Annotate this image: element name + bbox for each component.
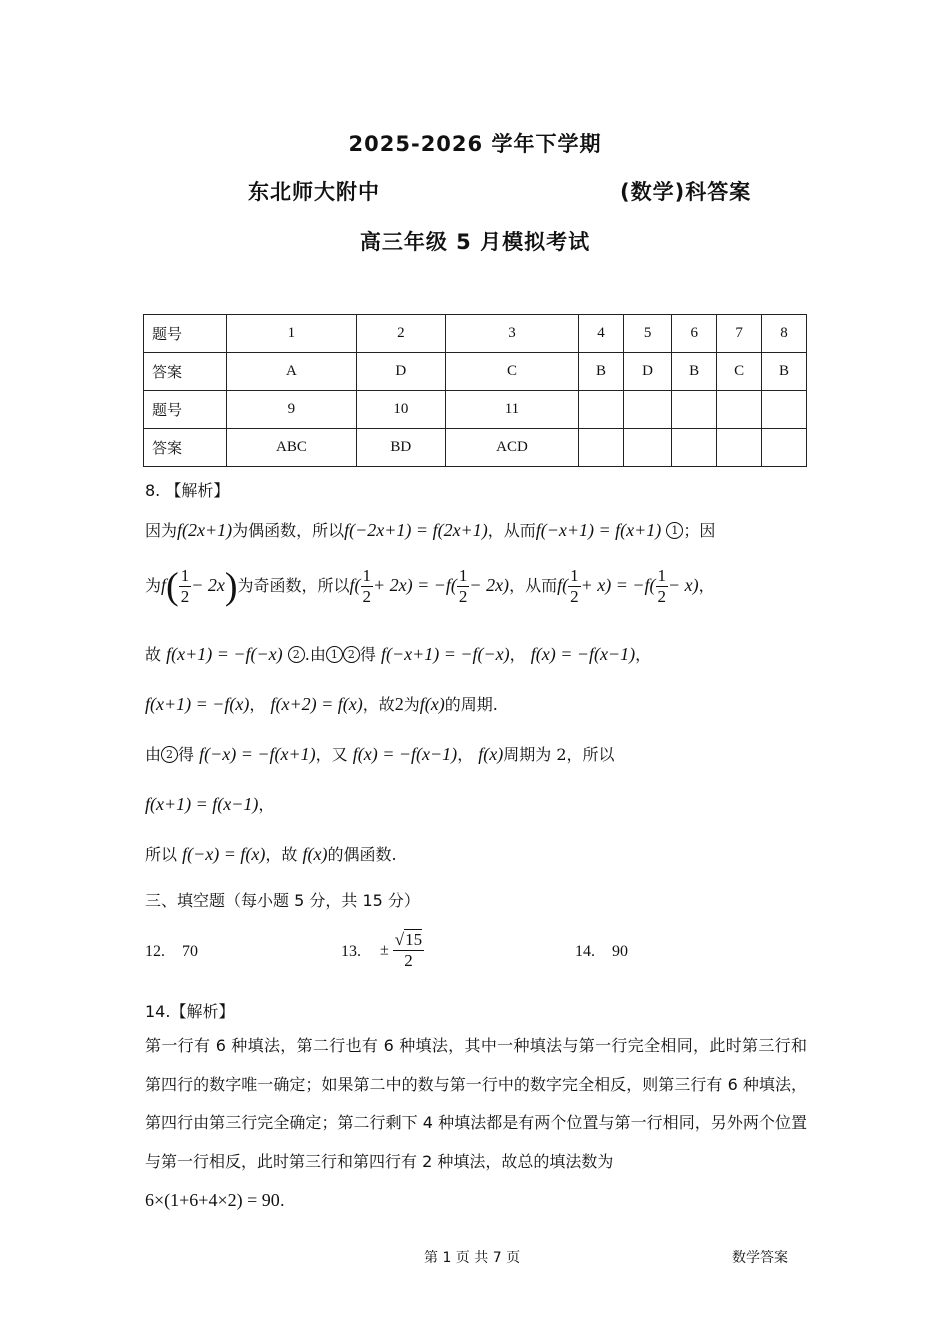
text: ，	[635, 645, 652, 664]
table-cell	[623, 429, 671, 467]
answer-table	[143, 314, 807, 467]
text: 得	[178, 745, 195, 764]
math: f(x+1) = −f(x)	[145, 694, 250, 714]
circled-number: 1	[666, 522, 683, 539]
fraction	[179, 566, 192, 607]
denominator: 2	[362, 587, 371, 606]
math: − 2x	[191, 575, 225, 595]
denominator: 2	[404, 951, 413, 970]
math: f(−x) = f(x)	[182, 844, 266, 864]
math: − x)	[668, 575, 699, 595]
text: .	[279, 1191, 285, 1210]
math: f(−x) = −f(x+1)	[199, 744, 316, 764]
table-row	[144, 353, 807, 391]
table-cell: ACD	[445, 429, 578, 467]
text: ，故	[265, 845, 298, 864]
fraction	[361, 566, 374, 607]
table-cell	[672, 391, 717, 429]
table-cell	[623, 391, 671, 429]
table-cell	[672, 429, 717, 467]
math: + x) = −f(	[580, 575, 656, 595]
table-cell: B	[672, 353, 717, 391]
text: 的周期.	[444, 695, 498, 714]
math: f(x+1) = f(x−1)	[145, 794, 259, 814]
denominator: 2	[570, 587, 579, 606]
math: f(	[349, 575, 361, 595]
table-cell	[717, 391, 762, 429]
table-cell	[579, 429, 624, 467]
table-cell: 3	[445, 315, 578, 353]
q12-answer: 70	[182, 943, 198, 960]
school-name: 东北师大附中	[248, 180, 380, 204]
math: + 2x) = −f(	[373, 575, 457, 595]
circled-number: 2	[343, 646, 360, 663]
math: f(	[557, 575, 569, 595]
table-cell: C	[717, 353, 762, 391]
text: 为偶函数，所以	[232, 521, 345, 540]
table-cell: 11	[445, 391, 578, 429]
table-cell: BD	[356, 429, 445, 467]
table-cell: B	[579, 353, 624, 391]
math: f	[161, 575, 167, 595]
table-cell: ABC	[227, 429, 357, 467]
q8-line-5	[145, 742, 615, 765]
circled-number: 1	[326, 646, 343, 663]
q14-answer: 90	[612, 943, 628, 960]
q14-body: 第一行有 6 种填法，第二行也有 6 种填法，其中一种填法与第一行完全相同，此时第三行和第四行的数字唯一确定；如果第二中的数与第一行中的数字完全相反，则第三行有 6 种填法，第四行由第三行完全确定；第二行剩下 4 种填法都是有两个位置与第一行相同，另外两个位置与第一行相反，此时第三行和第四行有 2 种填法，故总的填法数为	[145, 1036, 807, 1171]
text: ，故	[362, 695, 395, 714]
row-label: 答案	[144, 429, 227, 467]
math: f(−x+1) = −f(−x)	[380, 644, 510, 664]
table-cell: 9	[227, 391, 357, 429]
paren: (	[166, 565, 179, 608]
math: f(x)	[478, 744, 504, 764]
q14-formula	[145, 1190, 285, 1211]
math: f(2x+1)	[177, 520, 233, 540]
text: ，	[698, 576, 715, 595]
text: .由	[304, 645, 326, 664]
q8-line-1	[145, 518, 715, 541]
math: f(x)	[419, 694, 445, 714]
text: ，	[249, 695, 266, 714]
math: f(−2x+1) = f(2x+1)	[344, 520, 488, 540]
text: 所以	[145, 845, 178, 864]
text: 的偶函数.	[327, 845, 397, 864]
table-cell: 5	[623, 315, 671, 353]
table-row	[144, 315, 807, 353]
text: ，从而	[509, 576, 558, 595]
math: f(x) = −f(x−1)	[530, 644, 636, 664]
math: f(x) = −f(x−1)	[352, 744, 458, 764]
q8-line-7	[145, 842, 397, 865]
math: f(x+2) = f(x)	[270, 694, 363, 714]
fraction	[568, 566, 581, 607]
numerator: 1	[362, 566, 371, 585]
numerator: √15	[394, 930, 423, 949]
table-cell: 4	[579, 315, 624, 353]
q13-number: 13.	[341, 943, 361, 960]
numerator: 1	[180, 566, 190, 585]
text: 得	[359, 645, 376, 664]
math: 6×(1+6+4×2) = 90	[145, 1190, 280, 1210]
denominator: 2	[657, 587, 666, 606]
text: ；因	[683, 521, 716, 540]
text: 为	[145, 576, 162, 595]
fraction	[457, 566, 470, 607]
footer-subject: 数学答案	[732, 1250, 788, 1266]
math: f(x+1) = −f(−x)	[166, 644, 283, 664]
year-line: 2025-2026 学年下学期	[348, 132, 602, 156]
text: 为	[403, 695, 420, 714]
row-label: 答案	[144, 353, 227, 391]
text: ，又	[315, 745, 348, 764]
page-number: 第 1 页 共 7 页	[424, 1250, 521, 1266]
table-cell	[762, 391, 807, 429]
table-cell	[579, 391, 624, 429]
text: 因为	[145, 521, 178, 540]
subject-title: (数学)科答案	[620, 180, 752, 204]
numerator: 1	[657, 566, 666, 585]
circled-number: 2	[288, 646, 305, 663]
text: ，	[457, 745, 474, 764]
text: ，从而	[487, 521, 536, 540]
circled-number: 2	[161, 746, 178, 763]
table-cell: 1	[227, 315, 357, 353]
q8-heading: 8. 【解析】	[145, 481, 230, 500]
table-cell: 8	[762, 315, 807, 353]
row-label: 题号	[144, 315, 227, 353]
q8-line-2	[145, 566, 715, 607]
table-cell: 10	[356, 391, 445, 429]
numerator: 1	[570, 566, 579, 585]
table-cell: 6	[672, 315, 717, 353]
q14-number: 14.	[575, 943, 595, 960]
table-row	[144, 429, 807, 467]
denominator: 2	[180, 587, 190, 606]
plus-minus: ±	[380, 941, 389, 959]
text: ，	[509, 645, 526, 664]
paren: )	[224, 565, 238, 608]
q14-heading: 14.【解析】	[145, 1002, 235, 1021]
q8-line-4	[145, 692, 498, 715]
math: − 2x)	[469, 575, 510, 595]
section-heading: 三、填空题（每小题 5 分，共 15 分）	[145, 891, 420, 910]
q12-number: 12.	[145, 943, 165, 960]
text: 由	[145, 745, 162, 764]
table-cell: D	[623, 353, 671, 391]
table-cell: 2	[356, 315, 445, 353]
row-label: 题号	[144, 391, 227, 429]
fraction	[656, 566, 669, 607]
text: 周期为 2，所以	[503, 745, 615, 764]
text: ，	[258, 795, 275, 814]
table-cell: A	[227, 353, 357, 391]
table-cell	[717, 429, 762, 467]
math: f(x)	[302, 844, 328, 864]
table-row	[144, 391, 807, 429]
q8-line-3	[145, 642, 651, 665]
table-cell: B	[762, 353, 807, 391]
table-cell: D	[356, 353, 445, 391]
math: f(−x+1) = f(x+1)	[535, 520, 662, 540]
table-cell: 7	[717, 315, 762, 353]
numerator: 1	[458, 566, 468, 585]
denominator: 2	[458, 587, 468, 606]
table-cell: C	[445, 353, 578, 391]
table-cell	[762, 429, 807, 467]
sqrt-radicand: 15	[405, 930, 423, 949]
text: 为奇函数，所以	[237, 576, 350, 595]
fraction	[393, 930, 424, 971]
q8-line-6	[145, 792, 274, 815]
number: 2	[394, 694, 404, 714]
q13-answer	[380, 930, 424, 971]
text: 故	[145, 645, 162, 664]
exam-title: 高三年级 5 月模拟考试	[359, 230, 591, 254]
